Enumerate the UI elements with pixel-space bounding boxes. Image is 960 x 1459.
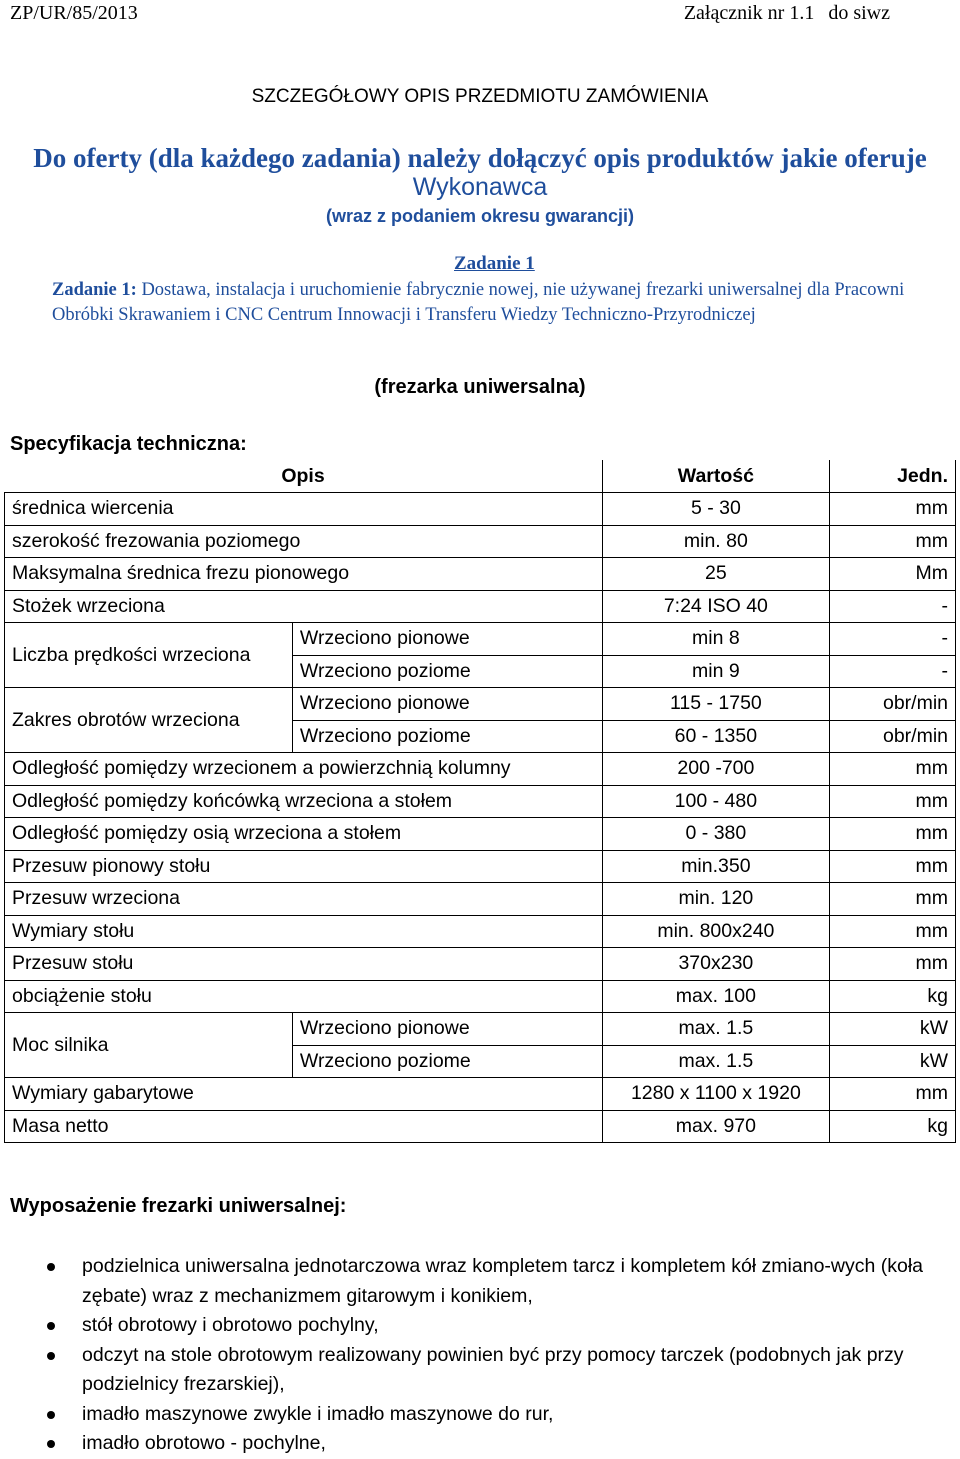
- spec-label: Specyfikacja techniczna:: [10, 433, 247, 455]
- equipment-item-text: imadło maszynowe zwykle i imadło maszynowe do rur,: [82, 1402, 554, 1425]
- row-unit: -: [830, 590, 956, 623]
- equipment-item-text: stół obrotowy i obrotowo pochylny,: [82, 1314, 379, 1336]
- row-desc: Przesuw stołu: [5, 948, 603, 981]
- row-unit: mm: [830, 818, 956, 851]
- task-description: [52, 278, 922, 328]
- table-row: [5, 850, 956, 883]
- table-row: [5, 980, 956, 1013]
- header-unit: Jedn.: [830, 460, 956, 493]
- row-unit: -: [830, 655, 956, 688]
- offer-note-line2: Wykonawca: [412, 173, 548, 201]
- spec-table-header: [5, 460, 956, 493]
- table-row: [5, 915, 956, 948]
- row-sublabel: Wrzeciono pionowe: [292, 1013, 602, 1046]
- row-value: min.350: [602, 850, 830, 883]
- row-value: 115 - 1750: [602, 688, 830, 721]
- row-value: max. 1.5: [602, 1013, 830, 1046]
- bullet-icon: [47, 1352, 55, 1360]
- row-desc: średnica wiercenia: [5, 493, 603, 526]
- equipment-list: [0, 1252, 960, 1459]
- row-unit: mm: [830, 1078, 956, 1111]
- row-sublabel: Wrzeciono pionowe: [292, 688, 602, 721]
- row-unit: kW: [830, 1013, 956, 1046]
- bullet-icon: [47, 1322, 55, 1330]
- row-value: 1280 x 1100 x 1920: [602, 1078, 830, 1111]
- row-unit: kW: [830, 1045, 956, 1078]
- spec-table: [4, 460, 956, 1143]
- header-desc: Opis: [5, 460, 603, 493]
- row-sublabel: Wrzeciono pionowe: [292, 623, 602, 656]
- equipment-item: [0, 1429, 960, 1459]
- table-row: [5, 948, 956, 981]
- row-unit: mm: [830, 850, 956, 883]
- row-value: 5 - 30: [602, 493, 830, 526]
- equipment-item: [0, 1311, 960, 1341]
- offer-note-line3: (wraz z podaniem okresu gwarancji): [325, 206, 635, 226]
- row-unit: kg: [830, 1110, 956, 1143]
- table-row: [5, 688, 956, 721]
- table-row: [5, 558, 956, 591]
- bullet-icon: [47, 1440, 55, 1448]
- row-value: 7:24 ISO 40: [602, 590, 830, 623]
- row-value: max. 970: [602, 1110, 830, 1143]
- table-row: [5, 1110, 956, 1143]
- table-row: [5, 1078, 956, 1111]
- row-unit: mm: [830, 525, 956, 558]
- table-row: [5, 785, 956, 818]
- task-title: Zadanie 1: [454, 253, 535, 274]
- bullet-icon: [47, 1263, 55, 1271]
- row-desc: Moc silnika: [5, 1013, 293, 1078]
- document-title: SZCZEGÓŁOWY OPIS PRZEDMIOTU ZAMÓWIENIA: [251, 86, 709, 107]
- equipment-item: [0, 1252, 960, 1311]
- row-value: min. 80: [602, 525, 830, 558]
- equipment-item-text: imadło obrotowo - pochylne,: [82, 1432, 326, 1454]
- row-desc: Liczba prędkości wrzeciona: [5, 623, 293, 688]
- table-row: [5, 1013, 956, 1046]
- row-desc: szerokość frezowania poziomego: [5, 525, 603, 558]
- row-unit: mm: [830, 785, 956, 818]
- table-row: [5, 493, 956, 526]
- row-value: min 8: [602, 623, 830, 656]
- row-unit: mm: [830, 948, 956, 981]
- task-description-text: Dostawa, instalacja i uruchomienie fabrycznie nowej, nie używanej frezarki uniwersalnej dla Pracowni Obróbki Skrawaniem i CNC Centrum Innowacji i Transferu Wiedzy Techniczno-Przyrodniczej: [52, 280, 905, 325]
- task-label: Zadanie 1:: [52, 280, 137, 300]
- row-desc: Odległość pomiędzy wrzecionem a powierzchnią kolumny: [5, 753, 603, 786]
- bullet-icon: [47, 1411, 55, 1419]
- row-sublabel: Wrzeciono poziome: [292, 720, 602, 753]
- row-unit: Mm: [830, 558, 956, 591]
- offer-note-line1: Do oferty (dla każdego zadania) należy dołączyć opis produktów jakie oferuje: [33, 143, 927, 173]
- row-unit: mm: [830, 753, 956, 786]
- row-desc: Przesuw pionowy stołu: [5, 850, 603, 883]
- row-value: max. 1.5: [602, 1045, 830, 1078]
- table-row: [5, 623, 956, 656]
- row-value: min. 120: [602, 883, 830, 916]
- equipment-item: [0, 1341, 960, 1400]
- row-value: 25: [602, 558, 830, 591]
- row-desc: Masa netto: [5, 1110, 603, 1143]
- row-unit: mm: [830, 915, 956, 948]
- row-desc: Wymiary gabarytowe: [5, 1078, 603, 1111]
- attachment-label: Załącznik nr 1.1: [683, 2, 815, 24]
- equipment-label: Wyposażenie frezarki uniwersalnej:: [10, 1195, 347, 1217]
- row-value: 0 - 380: [602, 818, 830, 851]
- row-value: 370x230: [602, 948, 830, 981]
- row-unit: kg: [830, 980, 956, 1013]
- row-sublabel: Wrzeciono poziome: [292, 1045, 602, 1078]
- row-value: 100 - 480: [602, 785, 830, 818]
- equipment-item-text: odczyt na stole obrotowym realizowany powinien być przy pomocy tarczek (podobnych jak przy podzielnicy frezarskiej),: [82, 1343, 904, 1395]
- row-value: min. 800x240: [602, 915, 830, 948]
- table-row: [5, 590, 956, 623]
- equipment-item-text: podzielnica uniwersalna jednotarczowa wraz kompletem tarcz i kompletem kół zmiano-wych (koła zębate) wraz z mechanizmem gitarowym i konikiem,: [82, 1255, 924, 1307]
- row-unit: obr/min: [830, 688, 956, 721]
- table-row: [5, 883, 956, 916]
- row-desc: Przesuw wrzeciona: [5, 883, 603, 916]
- row-value: max. 100: [602, 980, 830, 1013]
- row-unit: mm: [830, 883, 956, 916]
- row-desc: Wymiary stołu: [5, 915, 603, 948]
- machine-name: (frezarka uniwersalna): [374, 376, 586, 398]
- header-value: Wartość: [602, 460, 830, 493]
- row-unit: mm: [830, 493, 956, 526]
- row-desc: Odległość pomiędzy osią wrzeciona a stołem: [5, 818, 603, 851]
- row-value: 200 -700: [602, 753, 830, 786]
- row-desc: Odległość pomiędzy końcówką wrzeciona a stołem: [5, 785, 603, 818]
- document-reference: ZP/UR/85/2013: [10, 2, 138, 24]
- row-value: 60 - 1350: [602, 720, 830, 753]
- attachment-header: [684, 2, 890, 25]
- row-desc: Stożek wrzeciona: [5, 590, 603, 623]
- equipment-item: [0, 1400, 960, 1430]
- row-value: min 9: [602, 655, 830, 688]
- row-desc: Maksymalna średnica frezu pionowego: [5, 558, 603, 591]
- row-unit: -: [830, 623, 956, 656]
- row-desc: obciążenie stołu: [5, 980, 603, 1013]
- table-row: [5, 525, 956, 558]
- table-row: [5, 753, 956, 786]
- row-unit: obr/min: [830, 720, 956, 753]
- table-row: [5, 818, 956, 851]
- attachment-suffix: do siwz: [828, 2, 890, 24]
- row-sublabel: Wrzeciono poziome: [292, 655, 602, 688]
- row-desc: Zakres obrotów wrzeciona: [5, 688, 293, 753]
